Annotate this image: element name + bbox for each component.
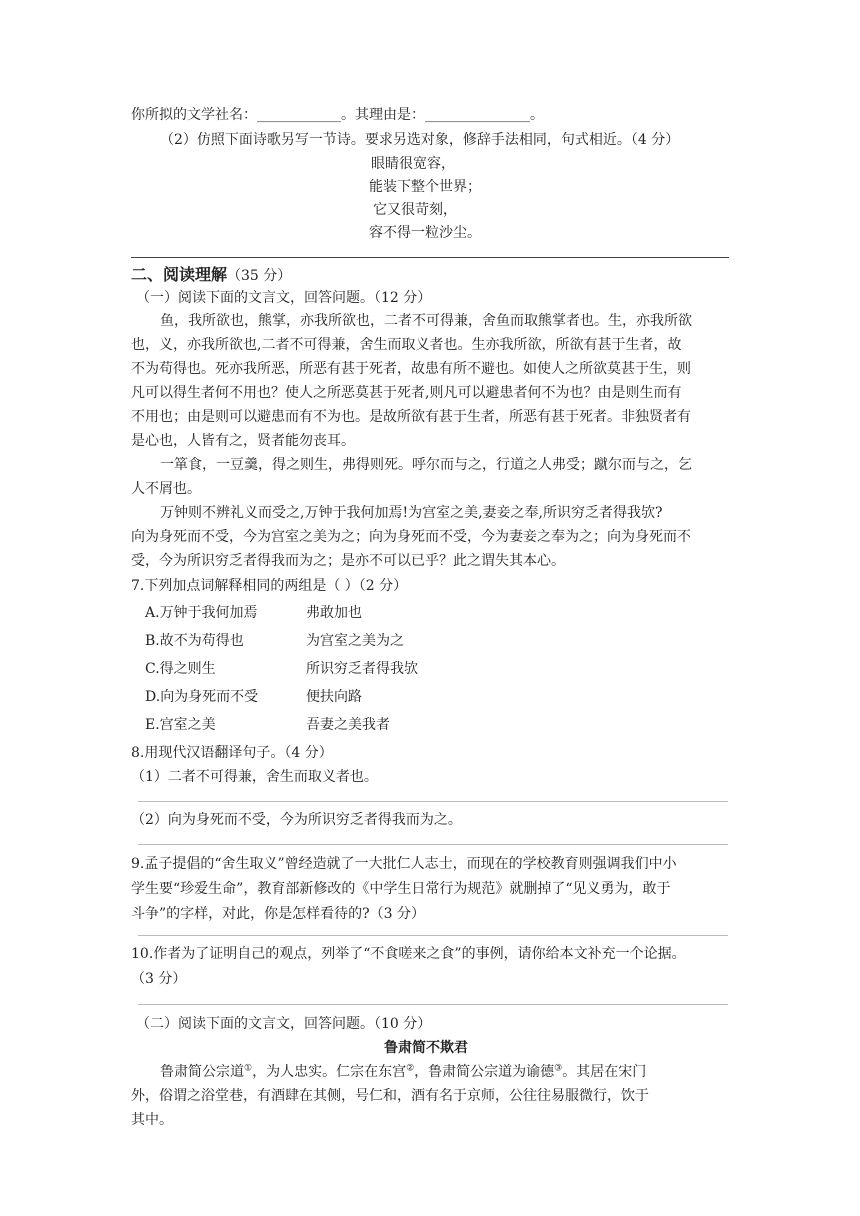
answer-line	[138, 1004, 728, 1005]
passage-line: 万钟则不辨礼义而受之,万钟于我何加焉!为宫室之美,妻妾之奉,所识穷乏者得我欤?	[160, 505, 663, 521]
option-c-left	[145, 659, 216, 679]
answer-line	[138, 935, 728, 936]
option-text: 向为身死而不受	[160, 689, 259, 705]
option-text: 宫室之美	[159, 717, 216, 733]
question-7-stem: 7.下列加点词解释相同的两组是（ ）（2 分）	[131, 578, 408, 594]
section-title: 二、阅读理解	[131, 265, 228, 284]
part2-intro: （二）阅读下面的文言文，回答问题。（10 分）	[136, 1016, 432, 1032]
passage-line: 是心也，人皆有之，贤者能勿丧耳。	[131, 433, 355, 449]
footnote-marker: ③	[554, 1063, 563, 1074]
poem-line-4: 容不得一粒沙尘。	[369, 225, 481, 241]
part2-title: 鲁肃简不欺君	[384, 1040, 468, 1056]
text-span: 。其居在宋门	[562, 1064, 647, 1080]
passage-line: 不用也；由是则可以避患而有不为也。是故所欲有甚于生者，所恶有甚于死者。非独贤者有	[131, 409, 691, 425]
passage-line: 不为苟得也。死亦我所恶，所恶有甚于死者，故患有所不避也。如使人之所欲莫甚于生，则	[131, 361, 691, 377]
part1-intro: （一）阅读下面的文言文，回答问题。（12 分）	[136, 290, 432, 306]
section-heading	[131, 265, 291, 286]
poem-line-1: 眼睛很宽容，	[371, 156, 455, 172]
answer-line	[138, 844, 728, 845]
question-8-sentence-1: （1）二者不可得兼，舍生而取义者也。	[131, 769, 378, 785]
passage-line: 凡可以得生者何不用也？使人之所恶莫甚于死者,则凡可以避患者何不为也？由是则生而有	[131, 385, 682, 401]
passage-line: 也，义，亦我所欲也,二者不可得兼，舍生而取义者也。生亦我所欲，所欲有甚于生者，故	[131, 337, 682, 353]
answer-line	[138, 801, 728, 802]
part2-line-1	[160, 1062, 646, 1082]
section-score: （35 分）	[227, 268, 292, 284]
passage-line: 受，今为所识穷乏者得我而为之；是亦不可以已乎？此之谓失其本心。	[131, 553, 565, 569]
footnote-marker: ①	[244, 1063, 253, 1074]
question-2-prompt: （2）仿照下面诗歌另写一节诗。要求另选对象，修辞手法相同，句式相近。（4 分）	[160, 132, 680, 148]
passage-line: 人不屑也。	[131, 481, 201, 497]
option-text: 万钟于我何加焉	[159, 605, 258, 621]
text-span: ，鲁肃简公宗道为谕德	[414, 1064, 555, 1080]
option-text: 得之则生	[159, 661, 216, 677]
option-a-right: 弗敢加也	[306, 605, 362, 621]
option-letter: B.	[145, 633, 160, 649]
text-span: ，为人忠实。仁宗在东宫	[252, 1064, 407, 1080]
literary-club-answer-line: 你所拟的文学社名：____________。其理由是：_______________。	[131, 107, 544, 123]
poem-line-2: 能装下整个世界；	[369, 179, 481, 195]
option-d-right: 便扶向路	[306, 689, 362, 705]
option-letter: A.	[145, 605, 160, 621]
option-letter: E.	[145, 717, 160, 733]
option-e-left	[145, 715, 216, 735]
question-10-line: 10.作者为了证明自己的观点，列举了“不食嗟来之食”的事例，请你给本文补充一个论据。	[131, 946, 686, 962]
part2-line-3: 其中。	[131, 1112, 173, 1128]
text-span: 鲁肃简公宗道	[160, 1064, 244, 1080]
poem-line-3: 它又很苛刻，	[373, 202, 457, 218]
option-b-left	[145, 631, 244, 651]
section-divider	[131, 257, 729, 258]
question-8-stem: 8.用现代汉语翻译句子。（4 分）	[131, 745, 333, 761]
option-a-left	[145, 603, 258, 623]
question-8-sentence-2: （2）向为身死而不受，今为所识穷乏者得我而为之。	[131, 812, 462, 828]
option-text: 故不为苟得也	[159, 633, 244, 649]
passage-line: 鱼，我所欲也，熊掌，亦我所欲也，二者不可得兼，舍鱼而取熊掌者也。生，亦我所欲	[160, 313, 692, 329]
passage-line: 一箪食，一豆羹，得之则生，弗得则死。呼尔而与之，行道之人弗受；蹴尔而与之，乞	[160, 457, 692, 473]
option-d-left	[145, 687, 258, 707]
option-letter: C.	[145, 661, 160, 677]
question-10-line: （3 分）	[131, 971, 187, 987]
option-e-right: 吾妻之美我者	[306, 717, 390, 733]
part2-line-2: 外，俗谓之浴堂巷，有酒肆在其侧，号仁和，酒有名于京师，公往往易服微行，饮于	[131, 1088, 649, 1104]
question-9-line: 9.孟子提倡的“舍生取义”曾经造就了一大批仁人志士，而现在的学校教育则强调我们中小	[131, 856, 677, 872]
question-9-line: 学生要“珍爱生命”，教育部新修改的《中学生日常行为规范》就删掉了“见义勇为，敢于	[131, 881, 671, 897]
option-b-right: 为宫室之美为之	[306, 633, 404, 649]
passage-line: 向为身死而不受，今为宫室之美为之；向为身死而不受，今为妻妾之奉为之；向为身死而不	[131, 529, 691, 545]
question-9-line: 斗争”的字样，对此，你是怎样看待的?（3 分）	[131, 906, 426, 922]
option-letter: D.	[145, 689, 161, 705]
footnote-marker: ②	[406, 1063, 415, 1074]
option-c-right: 所识穷乏者得我欤	[306, 661, 418, 677]
